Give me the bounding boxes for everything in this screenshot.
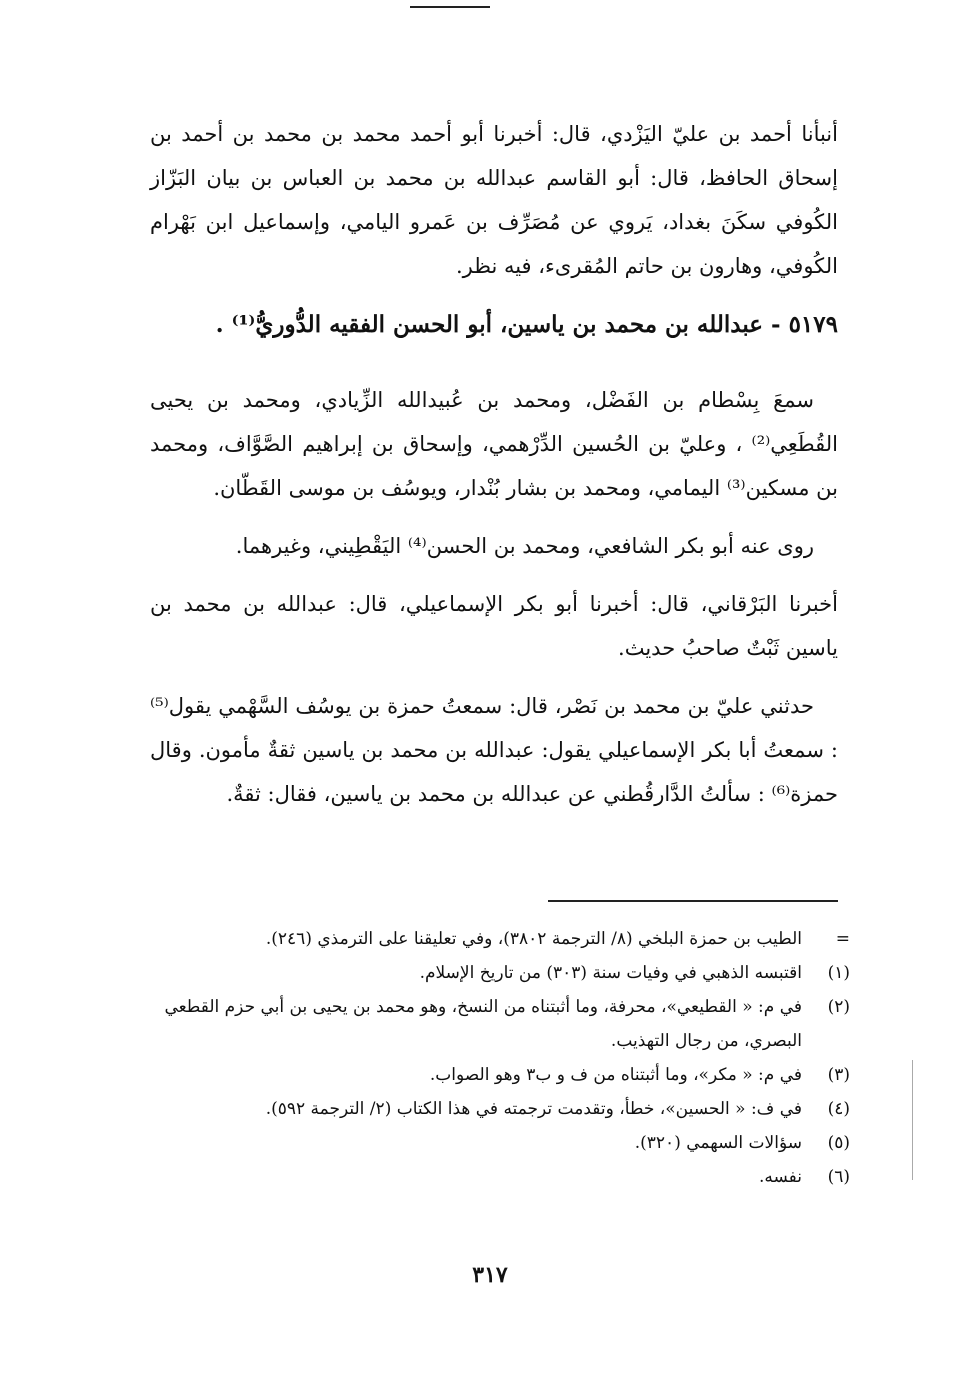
paragraph-chain-of-narration: أنبأنا أحمد بن عليّ اليَزْدي، قال: أخبرنا أبو أحمد محمد بن محمد بن أحمد بن إسحاق الحافظ، قال: أبو القاسم عبدالله بن محمد بن العباس بن بيان البَزّاز الكُوفي سكَنَ بغداد، يَروي عن مُصَرِّف بن عَمرو اليامي، وإسماعيل ابن بَهْرام الكُوفي، وهارون بن حاتم المُقرىء، فيه نظر. — [150, 122, 838, 278]
footnote-text: في ف: « الحسين»، خطأ، وتقدمت ترجمته في هذا الكتاب (٢/ الترجمة ٥٩٢). — [265, 1099, 802, 1119]
footnote-4 — [150, 1092, 850, 1126]
footnote-text: في م: « القطيعي»، محرفة، وما أثبتناه من النسخ، وهو محمد بن يحيى بن أبي حزم القطعي البصري، من رجال التهذيب. — [164, 997, 802, 1051]
footnote-5 — [150, 1126, 850, 1160]
footnote-marker: (٣) — [827, 1065, 850, 1085]
biography-entry-heading: ٥١٧٩ - عبدالله بن محمد بن ياسين، أبو الحسن الفقيه الدُّوريُّ⁽¹⁾ . — [215, 311, 838, 338]
footnote-2 — [150, 990, 850, 1058]
footnote-text: سؤالات السهمي (٣٢٠). — [634, 1133, 802, 1153]
footnote-marker: (٦) — [827, 1167, 850, 1187]
footnote-6 — [150, 1160, 850, 1194]
top-rule — [410, 6, 490, 8]
margin-line — [912, 1060, 913, 1180]
paragraph-barqani: أخبرنا البَرْقاني، قال: أخبرنا أبو بكر الإسماعيلي، قال: عبدالله بن محمد بن ياسين ثَبْتٌ صاحبُ حديث. — [150, 592, 838, 660]
footnote-text: في م: « مكر»، وما أثبتناه من ف و ب٣ وهو الصواب. — [429, 1065, 802, 1085]
paragraph-sahmi: حدثني عليّ بن محمد بن نَصْر، قال: سمعتُ حمزة بن يوسُف السَّهْمي يقول⁽⁵⁾ : سمعتُ أبا بكر الإسماعيلي يقول: عبدالله بن محمد بن ياسين ثقةٌ مأمون. وقال حمزة⁽⁶⁾ : سألتُ الدَّارقُطني عن عبدالله بن محمد بن ياسين، فقال: ثقةٌ. — [150, 694, 838, 806]
footnote-separator — [548, 900, 838, 902]
footnote-marker: (٢) — [827, 997, 850, 1017]
main-text — [150, 112, 838, 830]
footnote-marker: (٤) — [827, 1099, 850, 1119]
footnote-marker: (١) — [827, 963, 850, 983]
footnote-1 — [150, 956, 850, 990]
footnote-3 — [150, 1058, 850, 1092]
paragraph-students: روى عنه أبو بكر الشافعي، ومحمد بن الحسن⁽⁴⁾ اليَقْطِيني، وغيرهما. — [235, 534, 814, 558]
footnote-text: اقتبسه الذهبي في وفيات سنة (٣٠٣) من تاريخ الإسلام. — [419, 963, 802, 983]
footnote-text: الطيب بن حمزة البلخي (٨/ الترجمة ٣٨٠٢)، وفي تعليقنا على الترمذي (٢٤٦). — [265, 929, 802, 949]
footnote-marker: (٥) — [827, 1133, 850, 1153]
footnote-continuation — [150, 922, 850, 956]
footnote-text: نفسه. — [758, 1167, 802, 1187]
page-number: ٣١٧ — [472, 1262, 508, 1288]
footnote-marker: = — [835, 929, 850, 949]
paragraph-teachers: سمعَ بِسْطام بن الفَضْل، ومحمد بن عُبيدالله الزِّيادي، ومحمد بن يحيى القُطَعِي⁽²⁾ ، وعليّ بن الحُسين الدِّرْهمي، وإسحاق بن إبراهيم الصَّوَّاف، ومحمد بن مسكين⁽³⁾ اليمامي، ومحمد بن بشار بُنْدار، ويوسُف بن موسى القَطّان. — [150, 388, 838, 500]
footnotes — [150, 922, 850, 1194]
